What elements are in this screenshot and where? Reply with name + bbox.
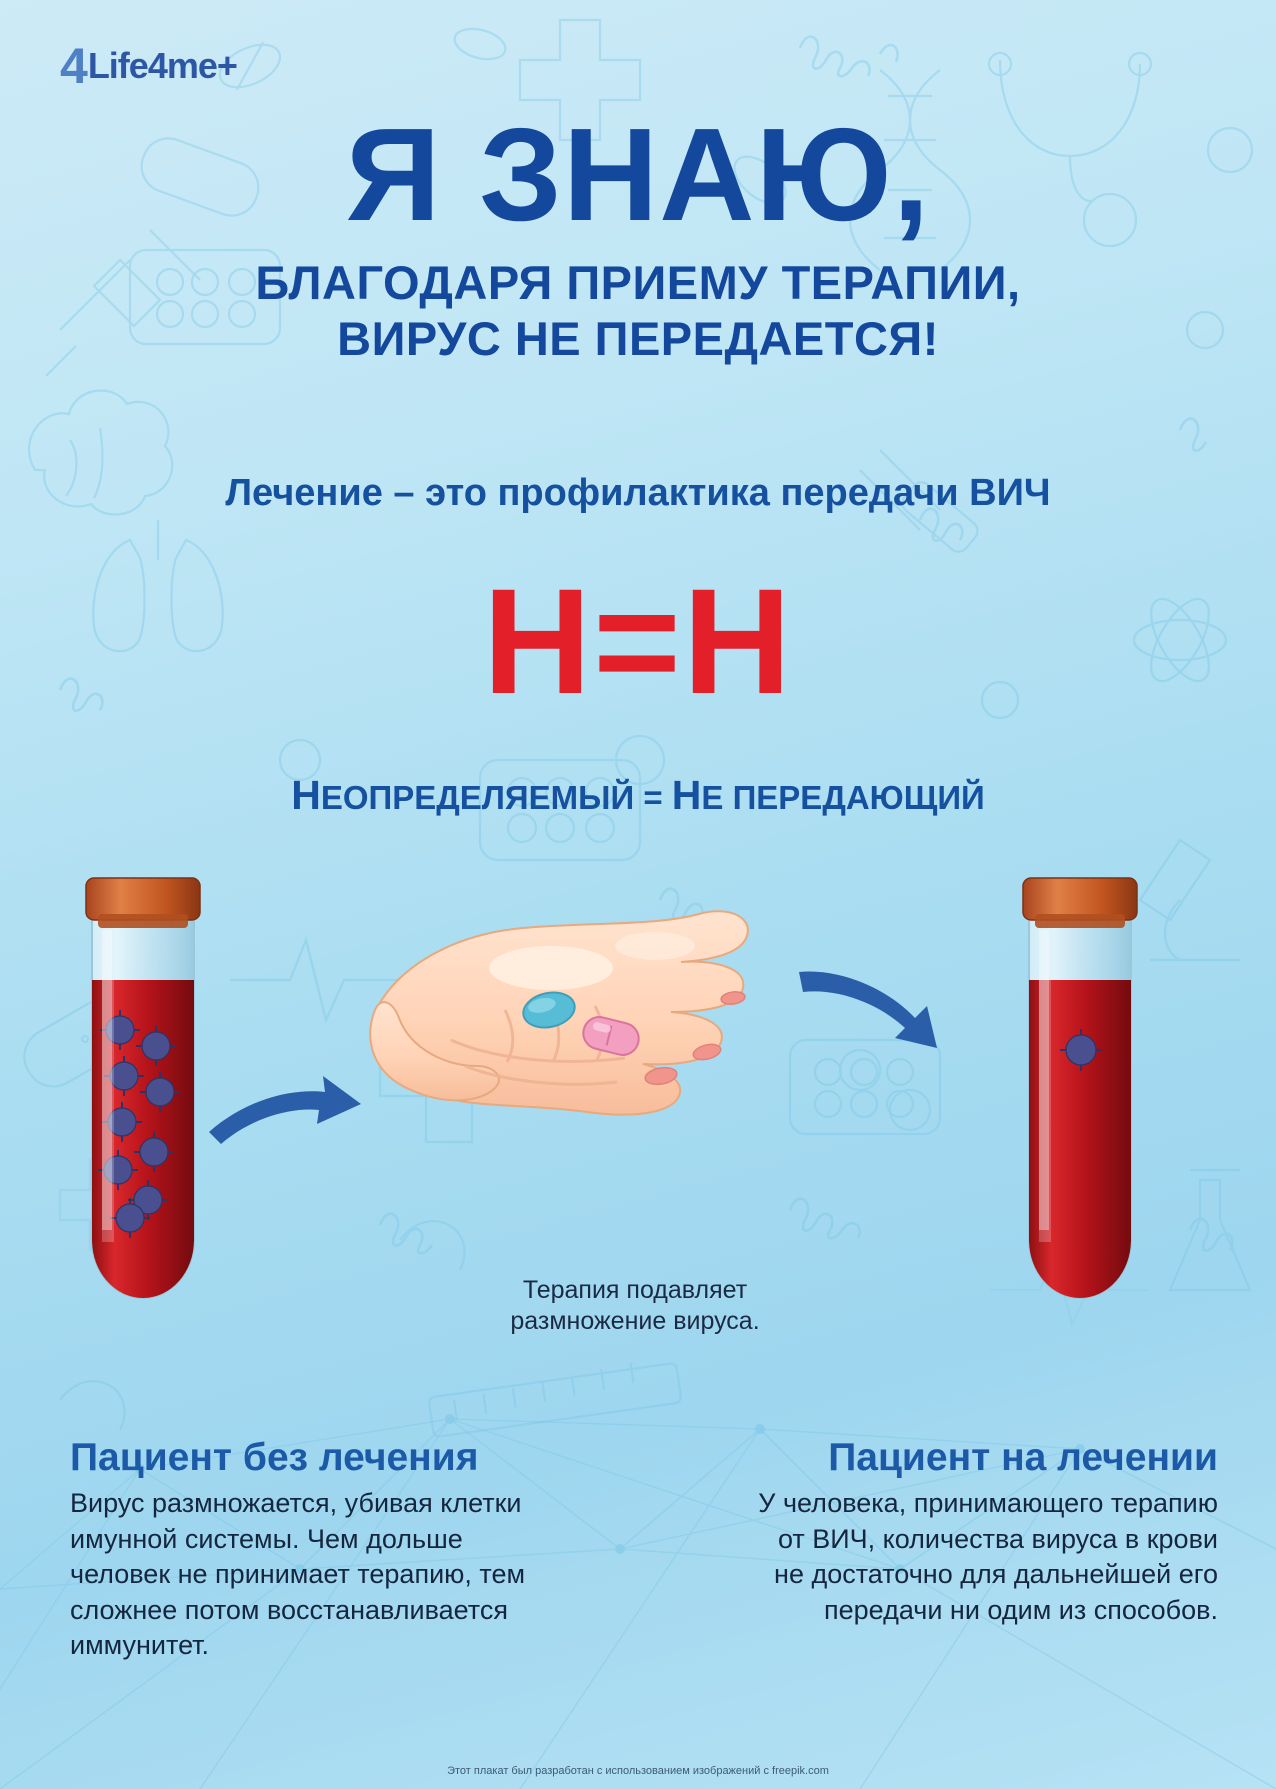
equation-formula: Н=Н	[482, 557, 794, 725]
column-untreated-title: Пациент без лечения	[70, 1436, 479, 1479]
headline-block	[0, 101, 1276, 368]
column-untreated-text: Вирус размножается, убивая клетки имунной системы. Чем дольше человек не принимает терапию, тем сложнее потом восстанавливается иммунитет.	[70, 1487, 526, 1661]
logo-numeral: 4	[60, 38, 86, 94]
equation-caption	[0, 772, 1276, 819]
headline-line-2: БЛАГОДАРЯ ПРИЕМУ ТЕРАПИИ,	[255, 255, 1021, 309]
column-untreated	[70, 1437, 540, 1664]
arrow-left-to-hand	[205, 1070, 365, 1150]
equation-caption-cap1: Н	[291, 772, 321, 818]
headline-line-3: ВИРУС НЕ ПЕРЕДАЕТСЯ!	[337, 312, 939, 366]
column-treated-text: У человека, принимающего терапию от ВИЧ, количества вируса в крови не достаточно для дальнейшей его передачи ни одим из способов.	[758, 1487, 1218, 1625]
hand-with-pills-illustration	[355, 890, 835, 1210]
test-tube-treated	[1015, 870, 1145, 1330]
logo-wordmark: Life4me+	[87, 45, 237, 86]
column-treated-title: Пациент на лечении	[828, 1436, 1218, 1479]
equation-caption-cap2: Н	[671, 772, 702, 818]
equation-caption-text2: Е ПЕРЕДАЮЩИЙ	[701, 779, 985, 816]
credit-line: Этот плакат был разработан с использованием изображений с freepik.com	[447, 1765, 829, 1777]
test-tube-untreated	[78, 870, 208, 1330]
hand-caption: Терапия подавляет размножение вируса.	[510, 1276, 760, 1336]
logo[interactable]	[60, 40, 237, 92]
headline-line-1: Я ЗНАЮ,	[345, 101, 931, 248]
equation-caption-text1: ЕОПРЕДЕЛЯЕМЫЙ =	[320, 779, 672, 816]
column-treated	[748, 1437, 1218, 1628]
subheadline: Лечение – это профилактика передачи ВИЧ	[225, 472, 1051, 514]
